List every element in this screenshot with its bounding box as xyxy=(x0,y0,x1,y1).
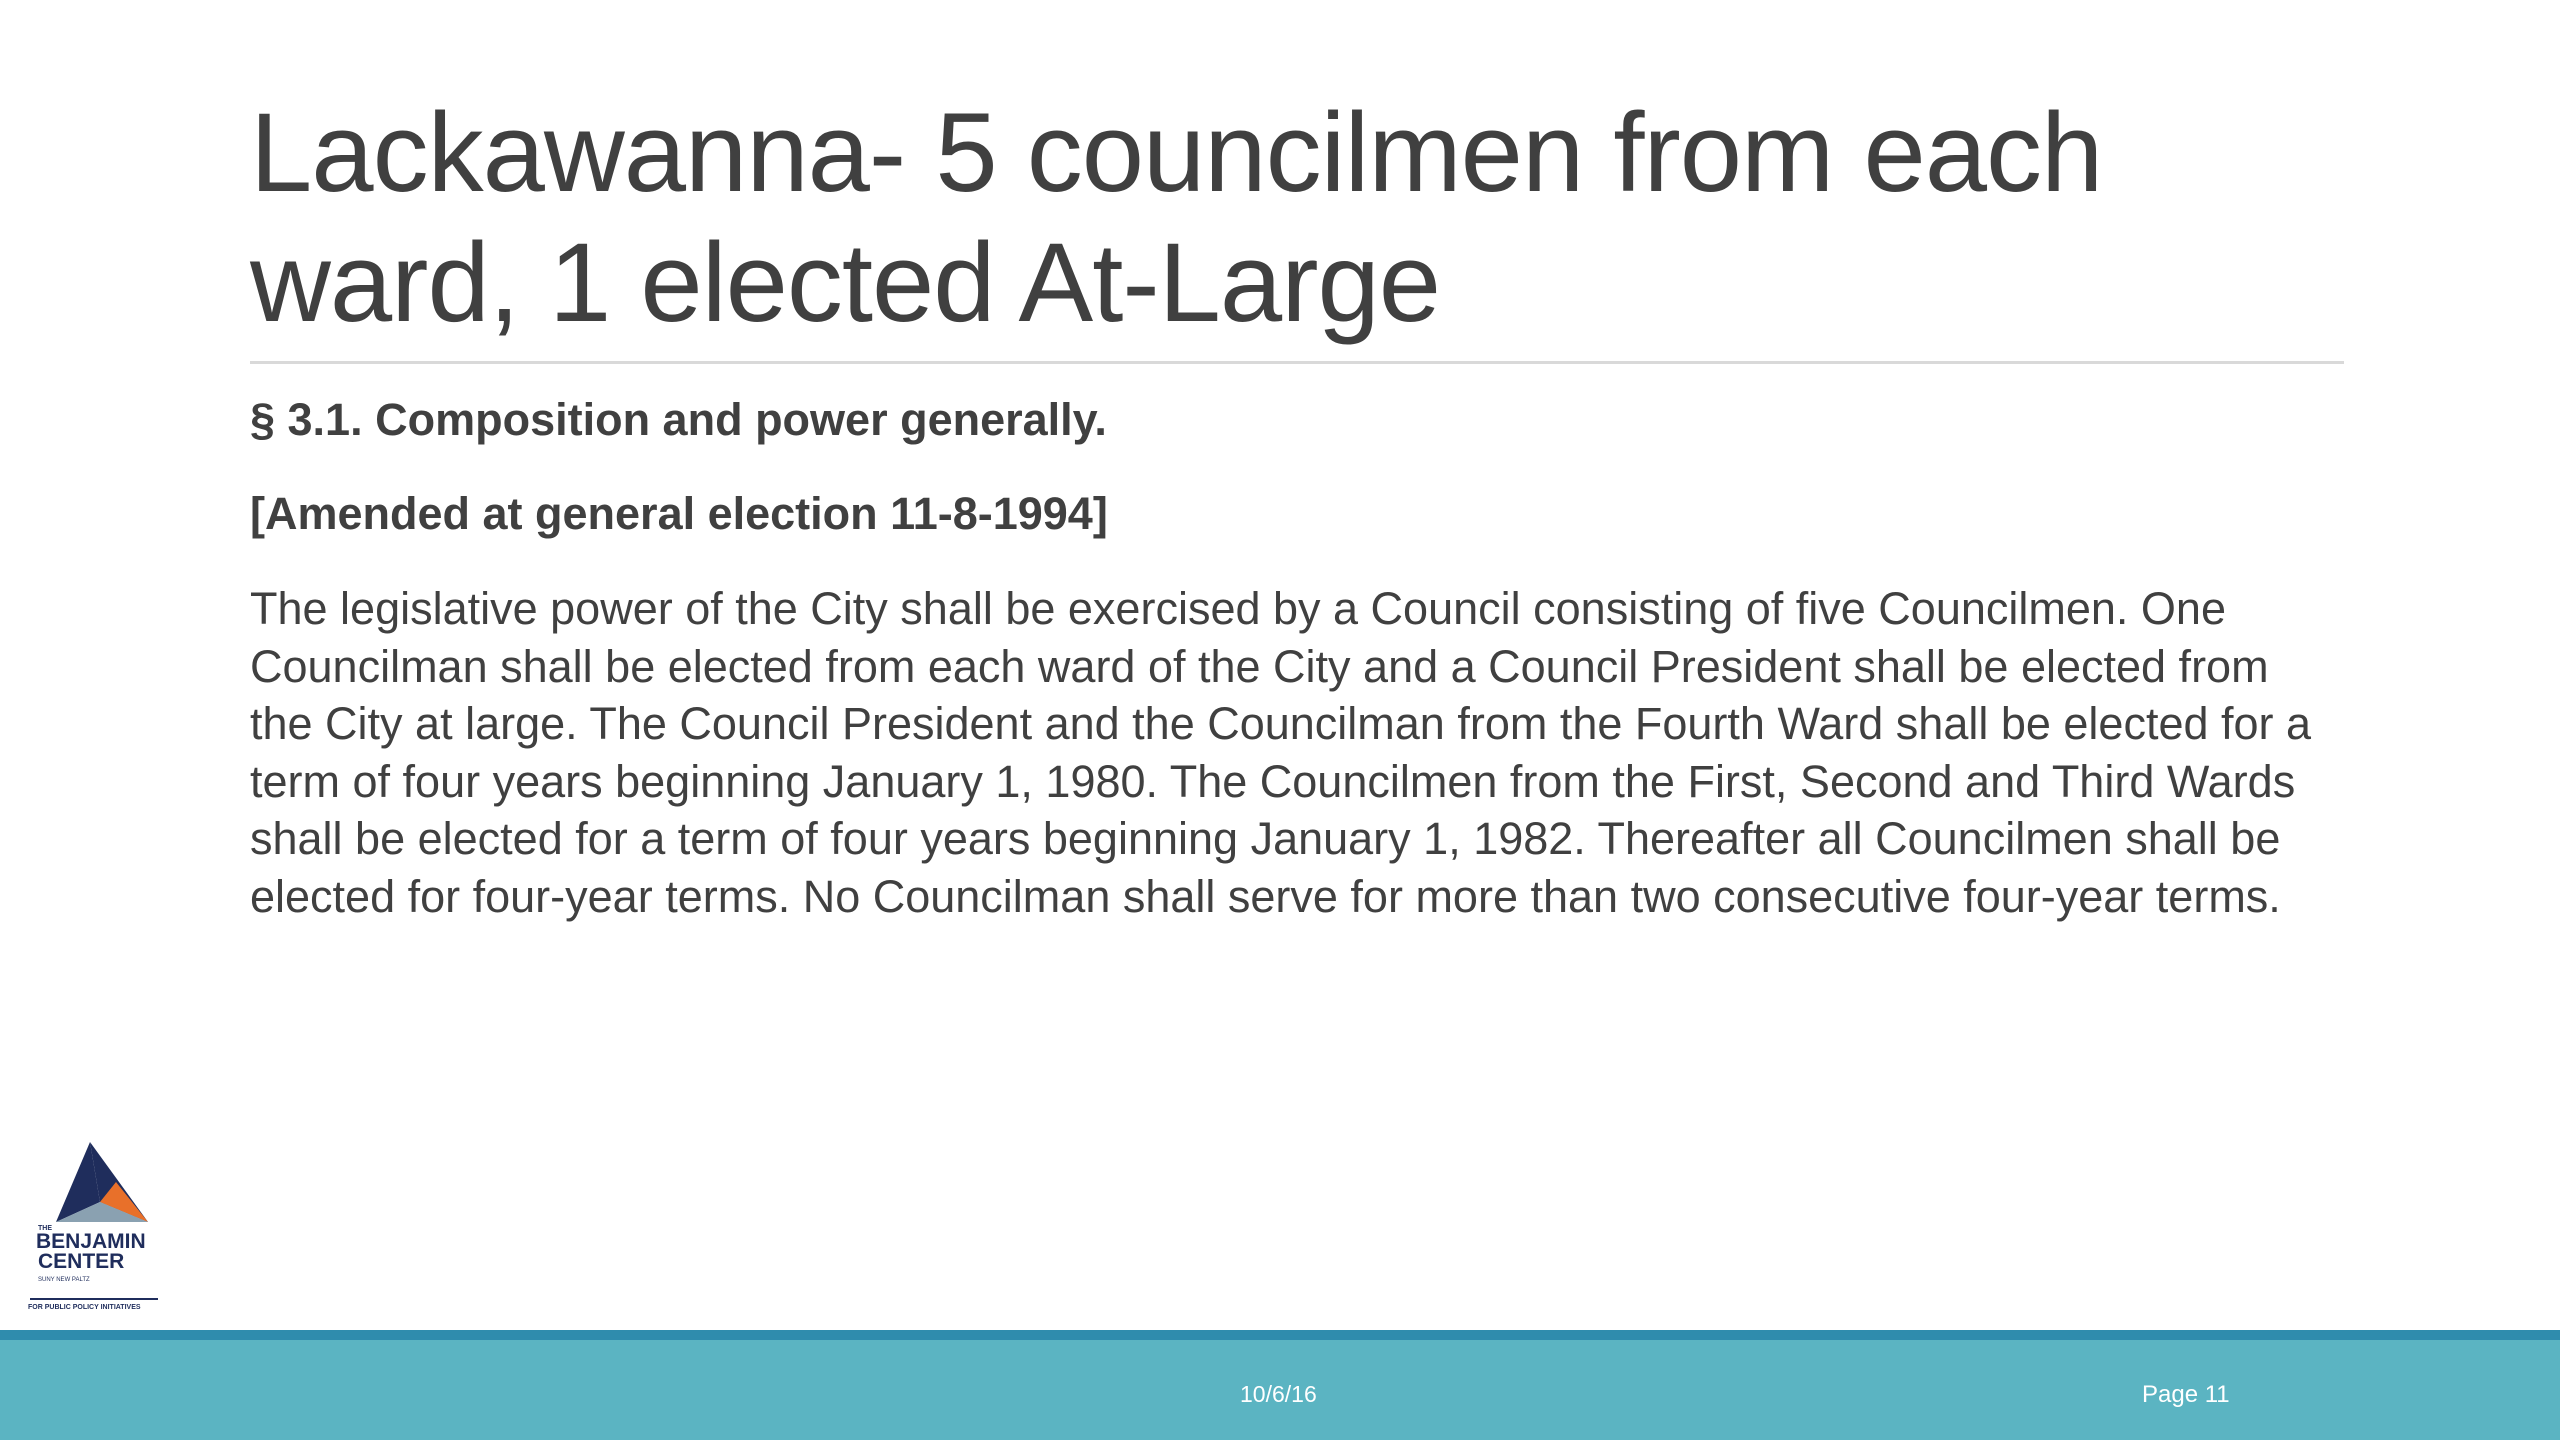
logo-line1: THE xyxy=(38,1225,52,1232)
benjamin-center-logo xyxy=(26,1138,162,1318)
logo-line4: SUNY NEW PALTZ xyxy=(38,1277,90,1283)
body-paragraph: The legislative power of the City shall be exercised by a Council consisting of five Councilmen. One Councilman shall be elected from each ward of the City and a Council President shall be elected from the City at large. The Council President and the Councilman from the Fourth Ward shall be elected for a term of four years beginning January 1, 1980. The Councilmen from the First, Second and Third Wards shall be elected for a term of four years beginning January 1, 1982. Thereafter all Councilmen shall be elected for four-year terms. No Councilman shall serve for more than two consecutive four-year terms. xyxy=(250,583,2312,922)
logo-divider xyxy=(30,1298,158,1300)
section-heading: § 3.1. Composition and power generally. xyxy=(250,394,1107,445)
page-number: Page 11 xyxy=(2142,1381,2230,1408)
logo-line3: CENTER xyxy=(38,1250,125,1273)
amendment-note: [Amended at general election 11-8-1994] xyxy=(250,488,1108,539)
slide-body xyxy=(250,392,2340,925)
title-divider xyxy=(250,361,2344,364)
footer-date: 10/6/16 xyxy=(1240,1381,1317,1407)
logo-line2: BENJAMIN xyxy=(36,1230,146,1253)
logo-tagline: FOR PUBLIC POLICY INITIATIVES xyxy=(28,1304,141,1311)
footer-accent-line xyxy=(0,1330,2560,1340)
slide-title: Lackawanna- 5 councilmen from each ward, 1 elected At-Large xyxy=(250,90,2103,345)
logo-triangle-icon xyxy=(26,1138,162,1298)
